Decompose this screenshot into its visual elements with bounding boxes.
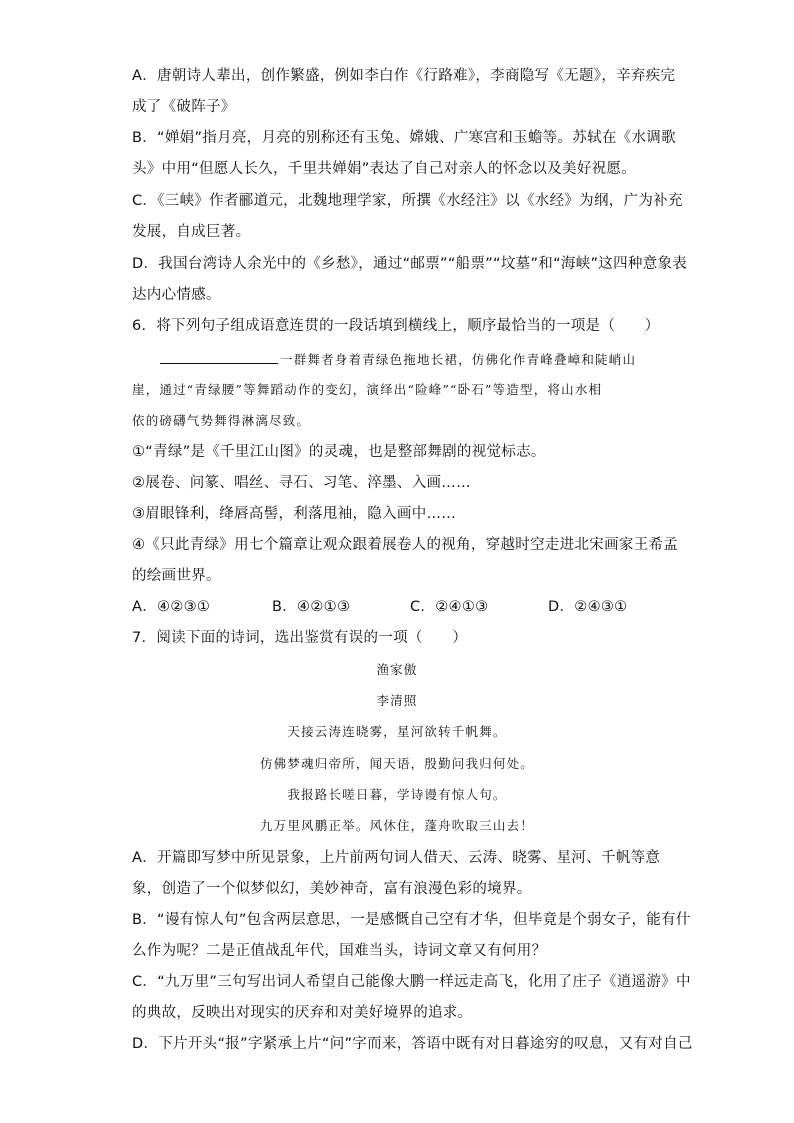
q6-sentence-3: ③眉眼锋利，绛唇高髻，利落甩袖，隐入画中…… [132, 506, 457, 522]
q6-option-b[interactable]: B．④②①③ [272, 599, 351, 615]
poem-line-4: 九万里风鹏正举。风休住，蓬舟吹取三山去！ [259, 818, 534, 833]
q6-passage-line1 [160, 349, 636, 370]
q7-option-d-line1: D．下片开头“报”字紧承上片“问”字而来，答语中既有对日暮途穷的叹息，又有对自己 [132, 1036, 693, 1052]
q5-option-a-line2: 成了《破阵子》 [132, 99, 236, 115]
q7-option-a-line1: A．开篇即写梦中所见景象，上片前两句词人借天、云涛、晓雾、星河、千帆等意 [132, 850, 661, 866]
q6-passage-line1-text: 一群舞者身着青绿色拖地长裙，仿佛化作青峰叠嶂和陡峭山 [280, 352, 637, 367]
q5-option-b-line2: 头》中用“但愿人长久，千里共婵娟”表达了自己对亲人的怀念以及美好祝愿。 [132, 161, 637, 177]
q6-sentence-4-line1: ④《只此青绿》用七个篇章让观众跟着展卷人的视角，穿越时空走进北宋画家王希孟 [132, 537, 679, 553]
q5-option-a-line1: A．唐朝诗人辈出，创作繁盛，例如李白作《行路难》，李商隐写《无题》，辛弃疾完 [132, 68, 676, 84]
q5-option-c-line2: 发展，自成巨著。 [132, 224, 251, 240]
q6-passage-line2: 崖，通过“青绿腰”等舞蹈动作的变幻，演绎出“险峰”“卧石”等造型，将山水相 [132, 382, 603, 397]
q5-option-d-line2: 达内心情感。 [132, 287, 221, 303]
poem-title: 渔家傲 [376, 662, 418, 677]
q5-option-c-line1: C．《三峡》作者郦道元，北魏地理学家，所撰《水经注》以《水经》为纲，广为补充 [132, 193, 683, 209]
q7-stem: 7．阅读下面的诗词，选出鉴赏有误的一项（ ） [132, 630, 468, 646]
poem-author: 李清照 [376, 693, 418, 708]
answer-blank[interactable] [160, 349, 278, 364]
q6-stem: 6．将下列句子组成语意连贯的一段话填到横线上，顺序最恰当的一项是（ ） [132, 318, 660, 334]
q6-option-d[interactable]: D．②④③① [548, 599, 628, 615]
poem-line-2: 仿佛梦魂归帝所，闻天语，殷勤问我归何处。 [259, 756, 534, 771]
q5-option-b-line1: B．“婵娟”指月亮，月亮的别称还有玉兔、嫦娥、广寒宫和玉蟾等。苏轼在《水调歌 [132, 130, 676, 146]
q6-sentence-2: ②展卷、问篆、唱丝、寻石、习笔、淬墨、入画…… [132, 475, 471, 491]
q7-option-a-line2: 象，创造了一个似梦似幻，美妙神奇，富有浪漫色彩的境界。 [132, 881, 532, 897]
q7-option-b-line2: 么作为呢？二是正值战乱年代，国难当头，诗词文章又有何用？ [132, 943, 547, 959]
q7-option-b-line1: B．“谩有惊人句”包含两层意思，一是感慨自己空有才华，但毕竟是个弱女子，能有什 [132, 912, 691, 928]
poem-line-1: 天接云涛连晓雾，星河欲转千帆舞。 [287, 724, 507, 739]
q6-passage-line3: 依的磅礴气势舞得淋漓尽致。 [132, 413, 311, 428]
q6-sentence-1: ①“青绿”是《千里江山图》的灵魂，也是整部舞剧的视觉标志。 [132, 444, 546, 460]
q7-option-c-line2: 的典故，反映出对现实的厌弃和对美好境界的追求。 [132, 1005, 473, 1021]
q6-sentence-4-line2: 的绘画世界。 [132, 568, 221, 584]
q7-option-c-line1: C．“九万里”三句写出词人希望自己能像大鹏一样远走高飞，化用了庄子《逍遥游》中 [132, 974, 691, 990]
poem-line-3: 我报路长嗟日暮，学诗谩有惊人句。 [287, 787, 507, 802]
q6-option-a[interactable]: A．④②③① [132, 599, 211, 615]
q5-option-d-line1: D．我国台湾诗人余光中的《乡愁》，通过“邮票”“船票”“坟墓”和“海峡”这四种意象表 [132, 256, 688, 272]
q6-option-c[interactable]: C．②④①③ [410, 599, 489, 615]
q6-options [132, 597, 662, 617]
